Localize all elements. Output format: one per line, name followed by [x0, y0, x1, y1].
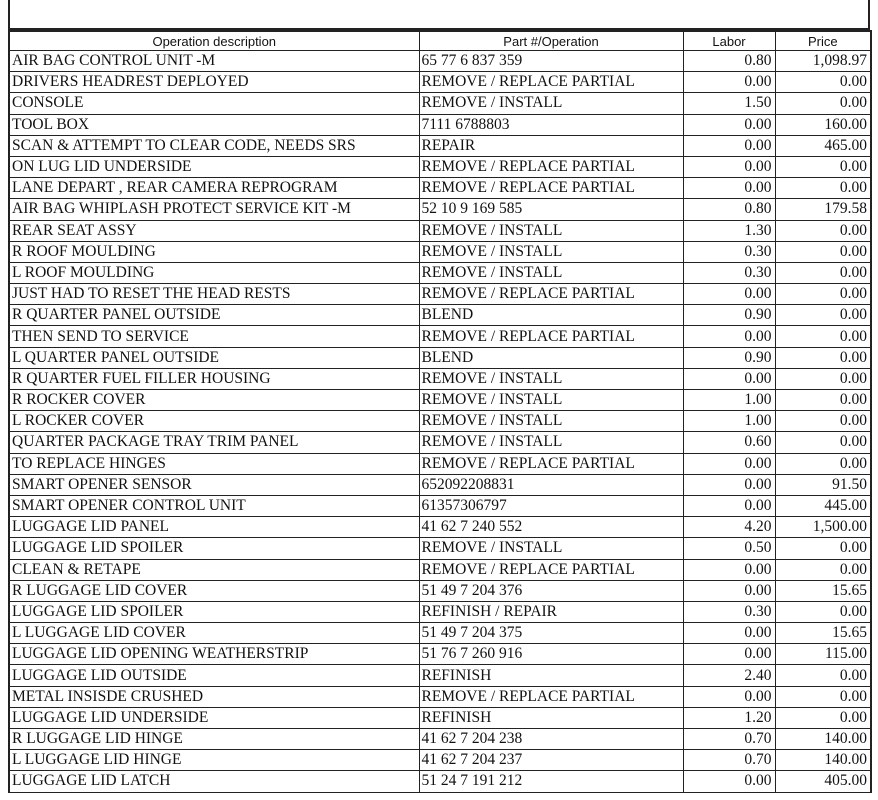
cell-price: 0.00: [775, 686, 871, 707]
cell-description: L ROOF MOULDING: [9, 262, 419, 283]
cell-description: DRIVERS HEADREST DEPLOYED: [9, 72, 419, 93]
estimate-table: [8, 30, 872, 793]
cell-description: AIR BAG WHIPLASH PROTECT SERVICE KIT -M: [9, 199, 419, 220]
cell-description: TOOL BOX: [9, 114, 419, 135]
cell-price: 0.00: [775, 347, 871, 368]
cell-price: 0.00: [775, 707, 871, 728]
cell-price: 405.00: [775, 771, 871, 792]
table-row: [9, 51, 871, 72]
cell-part: REMOVE / REPLACE PARTIAL: [419, 326, 683, 347]
cell-part: 41 62 7 204 237: [419, 750, 683, 771]
cell-part: REMOVE / INSTALL: [419, 390, 683, 411]
cell-labor: 0.00: [683, 114, 775, 135]
cell-price: 0.00: [775, 390, 871, 411]
cell-description: LUGGAGE LID OUTSIDE: [9, 665, 419, 686]
cell-part: REMOVE / INSTALL: [419, 262, 683, 283]
cell-description: L LUGGAGE LID COVER: [9, 623, 419, 644]
table-row: [9, 623, 871, 644]
cell-price: 0.00: [775, 156, 871, 177]
table-row: [9, 580, 871, 601]
cell-part: 65 77 6 837 359: [419, 51, 683, 72]
cell-description: R LUGGAGE LID HINGE: [9, 729, 419, 750]
cell-labor: 0.80: [683, 51, 775, 72]
cell-labor: 0.90: [683, 305, 775, 326]
cell-labor: 0.50: [683, 538, 775, 559]
header-price: Price: [775, 31, 871, 51]
cell-part: REMOVE / REPLACE PARTIAL: [419, 686, 683, 707]
cell-price: 0.00: [775, 305, 871, 326]
cell-part: 652092208831: [419, 474, 683, 495]
cell-part: REFINISH: [419, 665, 683, 686]
cell-labor: 0.30: [683, 262, 775, 283]
cell-description: LUGGAGE LID SPOILER: [9, 601, 419, 622]
cell-description: SMART OPENER SENSOR: [9, 474, 419, 495]
cell-price: 91.50: [775, 474, 871, 495]
cell-price: 140.00: [775, 729, 871, 750]
table-row: [9, 93, 871, 114]
cell-part: REMOVE / REPLACE PARTIAL: [419, 284, 683, 305]
cell-labor: 0.00: [683, 771, 775, 792]
cell-part: REMOVE / INSTALL: [419, 241, 683, 262]
header-description: Operation description: [9, 31, 419, 51]
cell-labor: 0.00: [683, 284, 775, 305]
cell-price: 465.00: [775, 135, 871, 156]
table-row: [9, 474, 871, 495]
cell-labor: 0.90: [683, 347, 775, 368]
table-row: [9, 432, 871, 453]
cell-description: SMART OPENER CONTROL UNIT: [9, 495, 419, 516]
table-row: [9, 390, 871, 411]
cell-labor: 1.50: [683, 93, 775, 114]
cell-part: REMOVE / INSTALL: [419, 220, 683, 241]
table-row: [9, 199, 871, 220]
cell-labor: 0.00: [683, 686, 775, 707]
cell-description: CONSOLE: [9, 93, 419, 114]
table-row: [9, 559, 871, 580]
cell-labor: 0.00: [683, 156, 775, 177]
table-row: [9, 284, 871, 305]
cell-price: 0.00: [775, 601, 871, 622]
cell-price: 0.00: [775, 432, 871, 453]
cell-description: METAL INSISDE CRUSHED: [9, 686, 419, 707]
cell-part: REMOVE / INSTALL: [419, 411, 683, 432]
cell-part: REMOVE / INSTALL: [419, 538, 683, 559]
cell-description: SCAN & ATTEMPT TO CLEAR CODE, NEEDS SRS: [9, 135, 419, 156]
cell-part: REMOVE / INSTALL: [419, 368, 683, 389]
cell-labor: 0.00: [683, 368, 775, 389]
cell-labor: 0.00: [683, 644, 775, 665]
table-row: [9, 347, 871, 368]
table-body: [9, 51, 871, 793]
cell-labor: 0.00: [683, 495, 775, 516]
cell-labor: 0.30: [683, 601, 775, 622]
cell-part: 51 49 7 204 375: [419, 623, 683, 644]
table-row: [9, 241, 871, 262]
cell-description: L ROCKER COVER: [9, 411, 419, 432]
cell-description: R QUARTER PANEL OUTSIDE: [9, 305, 419, 326]
cell-labor: 0.60: [683, 432, 775, 453]
header-band: [8, 0, 870, 30]
cell-description: CLEAN & RETAPE: [9, 559, 419, 580]
table-row: [9, 114, 871, 135]
table-row: [9, 135, 871, 156]
cell-price: 160.00: [775, 114, 871, 135]
header-part: Part #/Operation: [419, 31, 683, 51]
cell-part: REMOVE / REPLACE PARTIAL: [419, 72, 683, 93]
cell-description: R LUGGAGE LID COVER: [9, 580, 419, 601]
table-row: [9, 771, 871, 792]
cell-part: BLEND: [419, 305, 683, 326]
cell-description: L LUGGAGE LID HINGE: [9, 750, 419, 771]
cell-labor: 0.00: [683, 326, 775, 347]
cell-description: TO REPLACE HINGES: [9, 453, 419, 474]
cell-price: 115.00: [775, 644, 871, 665]
table-row: [9, 368, 871, 389]
cell-price: 445.00: [775, 495, 871, 516]
table-row: [9, 262, 871, 283]
cell-description: QUARTER PACKAGE TRAY TRIM PANEL: [9, 432, 419, 453]
cell-price: 1,500.00: [775, 517, 871, 538]
cell-price: 15.65: [775, 623, 871, 644]
cell-price: 0.00: [775, 178, 871, 199]
cell-labor: 1.30: [683, 220, 775, 241]
cell-price: 0.00: [775, 326, 871, 347]
cell-part: BLEND: [419, 347, 683, 368]
cell-part: REMOVE / REPLACE PARTIAL: [419, 156, 683, 177]
cell-labor: 0.00: [683, 559, 775, 580]
cell-part: 52 10 9 169 585: [419, 199, 683, 220]
table-row: [9, 517, 871, 538]
cell-price: 0.00: [775, 262, 871, 283]
cell-part: 51 49 7 204 376: [419, 580, 683, 601]
table-row: [9, 665, 871, 686]
cell-labor: 0.00: [683, 623, 775, 644]
cell-part: 41 62 7 240 552: [419, 517, 683, 538]
cell-description: LUGGAGE LID PANEL: [9, 517, 419, 538]
cell-price: 140.00: [775, 750, 871, 771]
cell-price: 179.58: [775, 199, 871, 220]
table-row: [9, 326, 871, 347]
estimate-table-container: [8, 30, 870, 793]
cell-labor: 1.00: [683, 411, 775, 432]
cell-description: R ROOF MOULDING: [9, 241, 419, 262]
cell-description: THEN SEND TO SERVICE: [9, 326, 419, 347]
cell-price: 15.65: [775, 580, 871, 601]
cell-labor: 0.00: [683, 178, 775, 199]
table-row: [9, 72, 871, 93]
cell-part: REFINISH / REPAIR: [419, 601, 683, 622]
cell-description: LUGGAGE LID SPOILER: [9, 538, 419, 559]
cell-price: 0.00: [775, 72, 871, 93]
cell-description: R ROCKER COVER: [9, 390, 419, 411]
cell-labor: 0.00: [683, 580, 775, 601]
cell-labor: 0.80: [683, 199, 775, 220]
table-row: [9, 601, 871, 622]
cell-part: REFINISH: [419, 707, 683, 728]
cell-description: AIR BAG CONTROL UNIT -M: [9, 51, 419, 72]
cell-labor: 0.70: [683, 729, 775, 750]
cell-part: 61357306797: [419, 495, 683, 516]
cell-description: LUGGAGE LID OPENING WEATHERSTRIP: [9, 644, 419, 665]
cell-labor: 4.20: [683, 517, 775, 538]
table-row: [9, 538, 871, 559]
header-labor: Labor: [683, 31, 775, 51]
cell-part: REPAIR: [419, 135, 683, 156]
table-row: [9, 453, 871, 474]
cell-part: REMOVE / INSTALL: [419, 93, 683, 114]
table-row: [9, 178, 871, 199]
cell-labor: 1.20: [683, 707, 775, 728]
table-row: [9, 305, 871, 326]
cell-price: 0.00: [775, 241, 871, 262]
table-row: [9, 750, 871, 771]
cell-description: LUGGAGE LID LATCH: [9, 771, 419, 792]
cell-labor: 0.00: [683, 453, 775, 474]
cell-price: 0.00: [775, 93, 871, 114]
cell-labor: 0.00: [683, 135, 775, 156]
cell-part: REMOVE / INSTALL: [419, 432, 683, 453]
cell-labor: 0.00: [683, 72, 775, 93]
cell-description: L QUARTER PANEL OUTSIDE: [9, 347, 419, 368]
cell-description: ON LUG LID UNDERSIDE: [9, 156, 419, 177]
cell-price: 0.00: [775, 284, 871, 305]
cell-price: 0.00: [775, 220, 871, 241]
cell-labor: 0.00: [683, 474, 775, 495]
cell-description: REAR SEAT ASSY: [9, 220, 419, 241]
cell-price: 0.00: [775, 368, 871, 389]
cell-price: 0.00: [775, 453, 871, 474]
cell-price: 0.00: [775, 665, 871, 686]
table-row: [9, 644, 871, 665]
cell-part: 51 24 7 191 212: [419, 771, 683, 792]
cell-labor: 1.00: [683, 390, 775, 411]
cell-part: 41 62 7 204 238: [419, 729, 683, 750]
cell-labor: 2.40: [683, 665, 775, 686]
cell-description: LANE DEPART , REAR CAMERA REPROGRAM: [9, 178, 419, 199]
cell-price: 0.00: [775, 559, 871, 580]
cell-part: REMOVE / REPLACE PARTIAL: [419, 178, 683, 199]
table-row: [9, 220, 871, 241]
table-row: [9, 411, 871, 432]
table-row: [9, 495, 871, 516]
cell-description: LUGGAGE LID UNDERSIDE: [9, 707, 419, 728]
table-row: [9, 729, 871, 750]
table-row: [9, 707, 871, 728]
cell-part: REMOVE / REPLACE PARTIAL: [419, 559, 683, 580]
table-header-row: [9, 31, 871, 51]
cell-part: 7111 6788803: [419, 114, 683, 135]
cell-description: R QUARTER FUEL FILLER HOUSING: [9, 368, 419, 389]
cell-price: 0.00: [775, 411, 871, 432]
cell-labor: 0.70: [683, 750, 775, 771]
cell-price: 0.00: [775, 538, 871, 559]
cell-price: 1,098.97: [775, 51, 871, 72]
table-row: [9, 686, 871, 707]
cell-part: REMOVE / REPLACE PARTIAL: [419, 453, 683, 474]
cell-part: 51 76 7 260 916: [419, 644, 683, 665]
cell-labor: 0.30: [683, 241, 775, 262]
table-row: [9, 156, 871, 177]
cell-description: JUST HAD TO RESET THE HEAD RESTS: [9, 284, 419, 305]
